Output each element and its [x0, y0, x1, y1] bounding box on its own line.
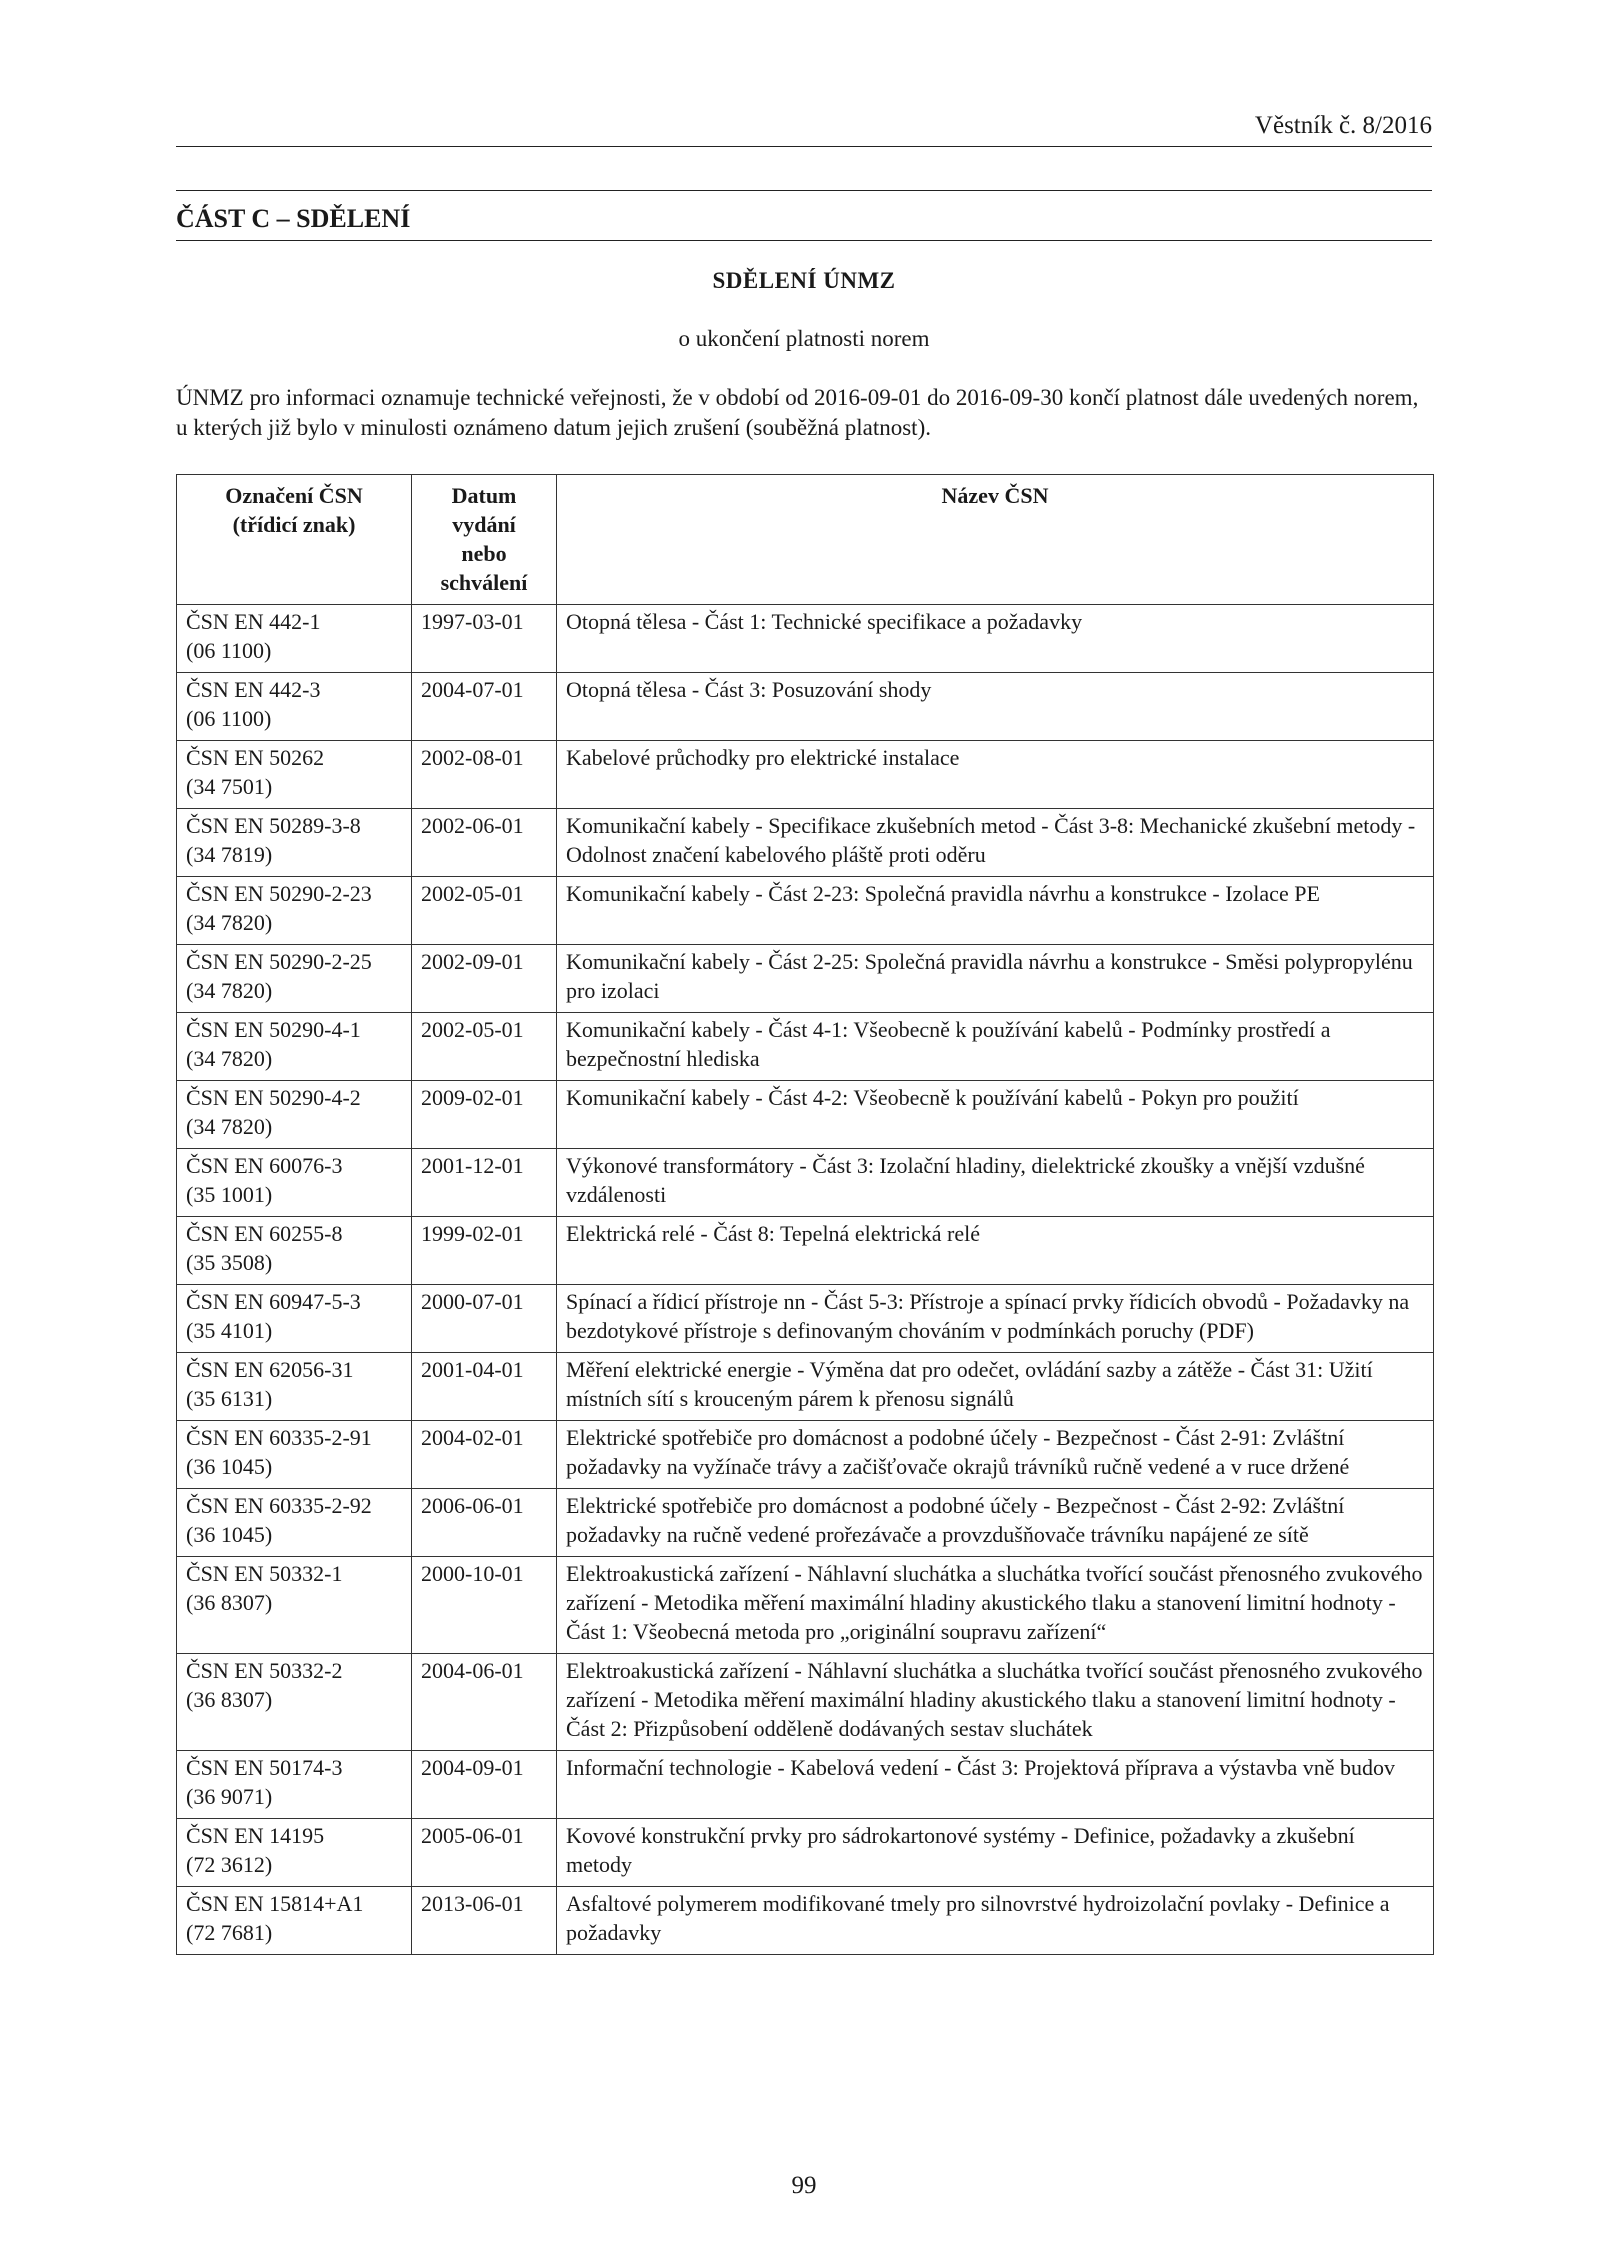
csn-code-cell: ČSN EN 50290-2-23 (34 7820): [177, 877, 412, 945]
csn-code-cell: ČSN EN 14195 (72 3612): [177, 1819, 412, 1887]
issue-date-cell: 2004-09-01: [412, 1751, 557, 1819]
standard-name-cell: Měření elektrické energie - Výměna dat pro odečet, ovládání sazby a zátěže - Část 31: Užití místních sítí s krouceným párem k přenosu signálů: [557, 1353, 1434, 1421]
header-code: Označení ČSN (třídicí znak): [177, 475, 412, 605]
standard-name-cell: Elektroakustická zařízení - Náhlavní sluchátka a sluchátka tvořící součást přenosného zvukového zařízení - Metodika měření maximální hladiny akustického tlaku a stanovení limitní hodnoty - Část 1: Všeobecná metoda pro „originální soupravu zařízení“: [557, 1557, 1434, 1654]
csn-code-cell: ČSN EN 15814+A1 (72 7681): [177, 1887, 412, 1955]
issue-date-cell: 2004-02-01: [412, 1421, 557, 1489]
csn-code-cell: ČSN EN 50332-1 (36 8307): [177, 1557, 412, 1654]
table-row: [177, 1353, 1434, 1421]
issue-date-cell: 2005-06-01: [412, 1819, 557, 1887]
standard-name-cell: Elektrické spotřebiče pro domácnost a podobné účely - Bezpečnost - Část 2-92: Zvláštní požadavky na ručně vedené prořezávače a provzdušňovače trávníku napájené ze sítě: [557, 1489, 1434, 1557]
notice-title: SDĚLENÍ ÚNMZ: [712, 268, 896, 293]
table-body: [177, 605, 1434, 1955]
standards-table: [176, 474, 1434, 1955]
issue-date-cell: 2002-09-01: [412, 945, 557, 1013]
standard-name-cell: Asfaltové polymerem modifikované tmely pro silnovrstvé hydroizolační povlaky - Definice a požadavky: [557, 1887, 1434, 1955]
table-row: [177, 1421, 1434, 1489]
standard-name-cell: Elektrické spotřebiče pro domácnost a podobné účely - Bezpečnost - Část 2-91: Zvláštní požadavky na vyžínače trávy a začišťovače okrajů trávníků ručně vedené a v ruce držené: [557, 1421, 1434, 1489]
standard-name-cell: Komunikační kabely - Specifikace zkušebních metod - Část 3-8: Mechanické zkušební metody - Odolnost značení kabelového pláště proti oděru: [557, 809, 1434, 877]
standard-name-cell: Spínací a řídicí přístroje nn - Část 5-3: Přístroje a spínací prvky řídicích obvodů - Požadavky na bezdotykové přístroje s definovaným chováním v podmínkách poruchy (PDF): [557, 1285, 1434, 1353]
issue-date-cell: 2004-07-01: [412, 673, 557, 741]
header-name: Název ČSN: [557, 475, 1434, 605]
table-row: [177, 741, 1434, 809]
issue-date-cell: 2001-04-01: [412, 1353, 557, 1421]
issue-date-cell: 2002-05-01: [412, 877, 557, 945]
csn-code-cell: ČSN EN 50332-2 (36 8307): [177, 1654, 412, 1751]
standard-name-cell: Komunikační kabely - Část 4-1: Všeobecně k používání kabelů - Podmínky prostředí a bezpečnostní hlediska: [557, 1013, 1434, 1081]
standard-name-cell: Komunikační kabely - Část 2-23: Společná pravidla návrhu a konstrukce - Izolace PE: [557, 877, 1434, 945]
issue-date-cell: 2000-10-01: [412, 1557, 557, 1654]
table-row: [177, 1285, 1434, 1353]
standard-name-cell: Kovové konstrukční prvky pro sádrokartonové systémy - Definice, požadavky a zkušební metody: [557, 1819, 1434, 1887]
issue-date-cell: 1999-02-01: [412, 1217, 557, 1285]
table-row: [177, 673, 1434, 741]
part-title: ČÁST C – SDĚLENÍ: [176, 204, 411, 233]
csn-code-cell: ČSN EN 60335-2-92 (36 1045): [177, 1489, 412, 1557]
standard-name-cell: Výkonové transformátory - Část 3: Izolační hladiny, dielektrické zkoušky a vnější vzdušné vzdálenosti: [557, 1149, 1434, 1217]
standard-name-cell: Otopná tělesa - Část 1: Technické specifikace a požadavky: [557, 605, 1434, 673]
standard-name-cell: Elektroakustická zařízení - Náhlavní sluchátka a sluchátka tvořící součást přenosného zvukového zařízení - Metodika měření maximální hladiny akustického tlaku a stanovení limitní hodnoty - Část 2: Přizpůsobení odděleně dodávaných sestav sluchátek: [557, 1654, 1434, 1751]
standard-name-cell: Komunikační kabely - Část 2-25: Společná pravidla návrhu a konstrukce - Směsi polypropylénu pro izolaci: [557, 945, 1434, 1013]
standard-name-cell: Komunikační kabely - Část 4-2: Všeobecně k používání kabelů - Pokyn pro použití: [557, 1081, 1434, 1149]
issue-date-cell: 2002-06-01: [412, 809, 557, 877]
table-row: [177, 1819, 1434, 1887]
issue-date-cell: 1997-03-01: [412, 605, 557, 673]
standard-name-cell: Informační technologie - Kabelová vedení - Část 3: Projektová příprava a výstavba vně budov: [557, 1751, 1434, 1819]
table-row: [177, 605, 1434, 673]
csn-code-cell: ČSN EN 50290-2-25 (34 7820): [177, 945, 412, 1013]
table-row: [177, 1081, 1434, 1149]
issue-date-cell: 2001-12-01: [412, 1149, 557, 1217]
issue-date-cell: 2009-02-01: [412, 1081, 557, 1149]
csn-code-cell: ČSN EN 60947-5-3 (35 4101): [177, 1285, 412, 1353]
csn-code-cell: ČSN EN 442-3 (06 1100): [177, 673, 412, 741]
issue-date-cell: 2000-07-01: [412, 1285, 557, 1353]
csn-code-cell: ČSN EN 60076-3 (35 1001): [177, 1149, 412, 1217]
table-row: [177, 809, 1434, 877]
standard-name-cell: Otopná tělesa - Část 3: Posuzování shody: [557, 673, 1434, 741]
header-rule: [176, 146, 1432, 147]
table-row: [177, 1149, 1434, 1217]
csn-code-cell: ČSN EN 62056-31 (35 6131): [177, 1353, 412, 1421]
part-rule-top: [176, 190, 1432, 191]
part-rule-bottom: [176, 240, 1432, 241]
page-number: 99: [791, 2172, 817, 2199]
issue-date-cell: 2004-06-01: [412, 1654, 557, 1751]
csn-code-cell: ČSN EN 50290-4-2 (34 7820): [177, 1081, 412, 1149]
csn-code-cell: ČSN EN 50290-4-1 (34 7820): [177, 1013, 412, 1081]
header-date: Datum vydání nebo schválení: [412, 475, 557, 605]
table-row: [177, 1557, 1434, 1654]
csn-code-cell: ČSN EN 50174-3 (36 9071): [177, 1751, 412, 1819]
table-row: [177, 1217, 1434, 1285]
issue-date-cell: 2006-06-01: [412, 1489, 557, 1557]
table-row: [177, 1887, 1434, 1955]
running-header: Věstník č. 8/2016: [1254, 112, 1432, 139]
standard-name-cell: Elektrická relé - Část 8: Tepelná elektrická relé: [557, 1217, 1434, 1285]
issue-date-cell: 2002-08-01: [412, 741, 557, 809]
issue-date-cell: 2002-05-01: [412, 1013, 557, 1081]
table-row: [177, 1489, 1434, 1557]
table-row: [177, 1013, 1434, 1081]
table-row: [177, 1654, 1434, 1751]
csn-code-cell: ČSN EN 442-1 (06 1100): [177, 605, 412, 673]
csn-code-cell: ČSN EN 50262 (34 7501): [177, 741, 412, 809]
csn-code-cell: ČSN EN 60335-2-91 (36 1045): [177, 1421, 412, 1489]
notice-intro-paragraph: ÚNMZ pro informaci oznamuje technické veřejnosti, že v období od 2016-09-01 do 2016-09-30 končí platnost dále uvedených norem, u kterých již bylo v minulosti oznámeno datum jejich zrušení (souběžná platnost).: [176, 385, 1419, 440]
table-row: [177, 1751, 1434, 1819]
csn-code-cell: ČSN EN 50289-3-8 (34 7819): [177, 809, 412, 877]
table-row: [177, 877, 1434, 945]
issue-date-cell: 2013-06-01: [412, 1887, 557, 1955]
csn-code-cell: ČSN EN 60255-8 (35 3508): [177, 1217, 412, 1285]
notice-subtitle: o ukončení platnosti norem: [678, 326, 930, 351]
table-row: [177, 945, 1434, 1013]
table-header-row: [177, 475, 1434, 605]
standard-name-cell: Kabelové průchodky pro elektrické instalace: [557, 741, 1434, 809]
